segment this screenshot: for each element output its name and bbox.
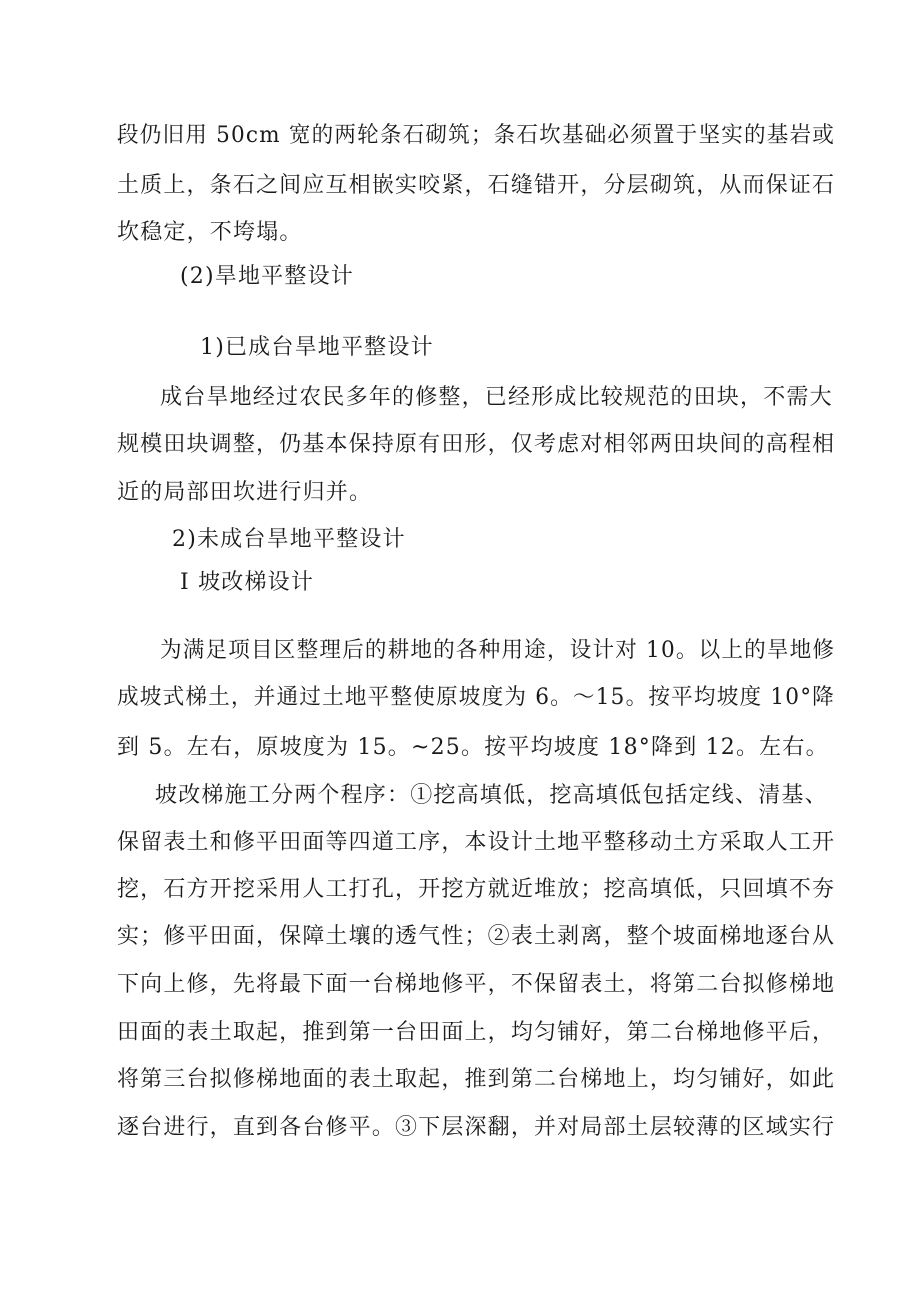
paragraph-line: 将第三台拟修梯地面的表土取起，推到第二台梯地上，均匀铺好，如此 [117,1067,836,1092]
paragraph-line: 土质上，条石之间应互相嵌实咬紧，石缝错开，分层砌筑，从而保证石 [117,173,836,198]
paragraph-line: 为满足项目区整理后的耕地的各种用途，设计对 10。以上的旱地修 [160,638,836,663]
subsection-heading: 2)未成台旱地平整设计 [172,527,406,552]
paragraph-line: 逐台进行，直到各台修平。③下层深翻，并对局部土层较薄的区域实行 [117,1115,836,1140]
paragraph-line: 坡改梯施工分两个程序：①挖高填低，挖高填低包括定线、清基、 [155,783,828,808]
paragraph-line: 到 5。左右，原坡度为 15。~25。按平均坡度 18°降到 12。左右。 [117,735,829,760]
paragraph-line: 近的局部田坎进行归并。 [117,480,373,505]
section-heading: (2)旱地平整设计 [180,264,354,289]
paragraph-line: 成坡式梯土，并通过土地平整使原坡度为 6。～15。按平均坡度 10°降 [117,685,835,710]
paragraph-line: 坎稳定，不垮塌。 [117,220,303,245]
paragraph-line: 实；修平田面，保障土壤的透气性；②表土剥离，整个坡面梯地逐台从 [117,924,836,949]
paragraph-line: 规模田块调整，仍基本保持原有田形，仅考虑对相邻两田块间的高程相 [117,432,836,457]
paragraph-line: 保留表土和修平田面等四道工序，本设计土地平整移动土方采取人工开 [117,830,836,855]
paragraph-line: 成台旱地经过农民多年的修整，已经形成比较规范的田块，不需大 [160,385,833,410]
subsection-heading: 1)已成台旱地平整设计 [200,335,434,360]
paragraph-line: 田面的表土取起，推到第一台田面上，均匀铺好，第二台梯地修平后， [117,1020,836,1045]
paragraph-line: 段仍旧用 50cm 宽的两轮条石砌筑；条石坎基础必须置于坚实的基岩或 [117,123,835,148]
paragraph-line: 下向上修，先将最下面一台梯地修平，不保留表土，将第二台拟修梯地 [117,972,836,997]
subsection-heading: I 坡改梯设计 [180,570,315,595]
paragraph-line: 挖，石方开挖采用人工打孔，开挖方就近堆放；挖高填低，只回填不夯 [117,877,836,902]
